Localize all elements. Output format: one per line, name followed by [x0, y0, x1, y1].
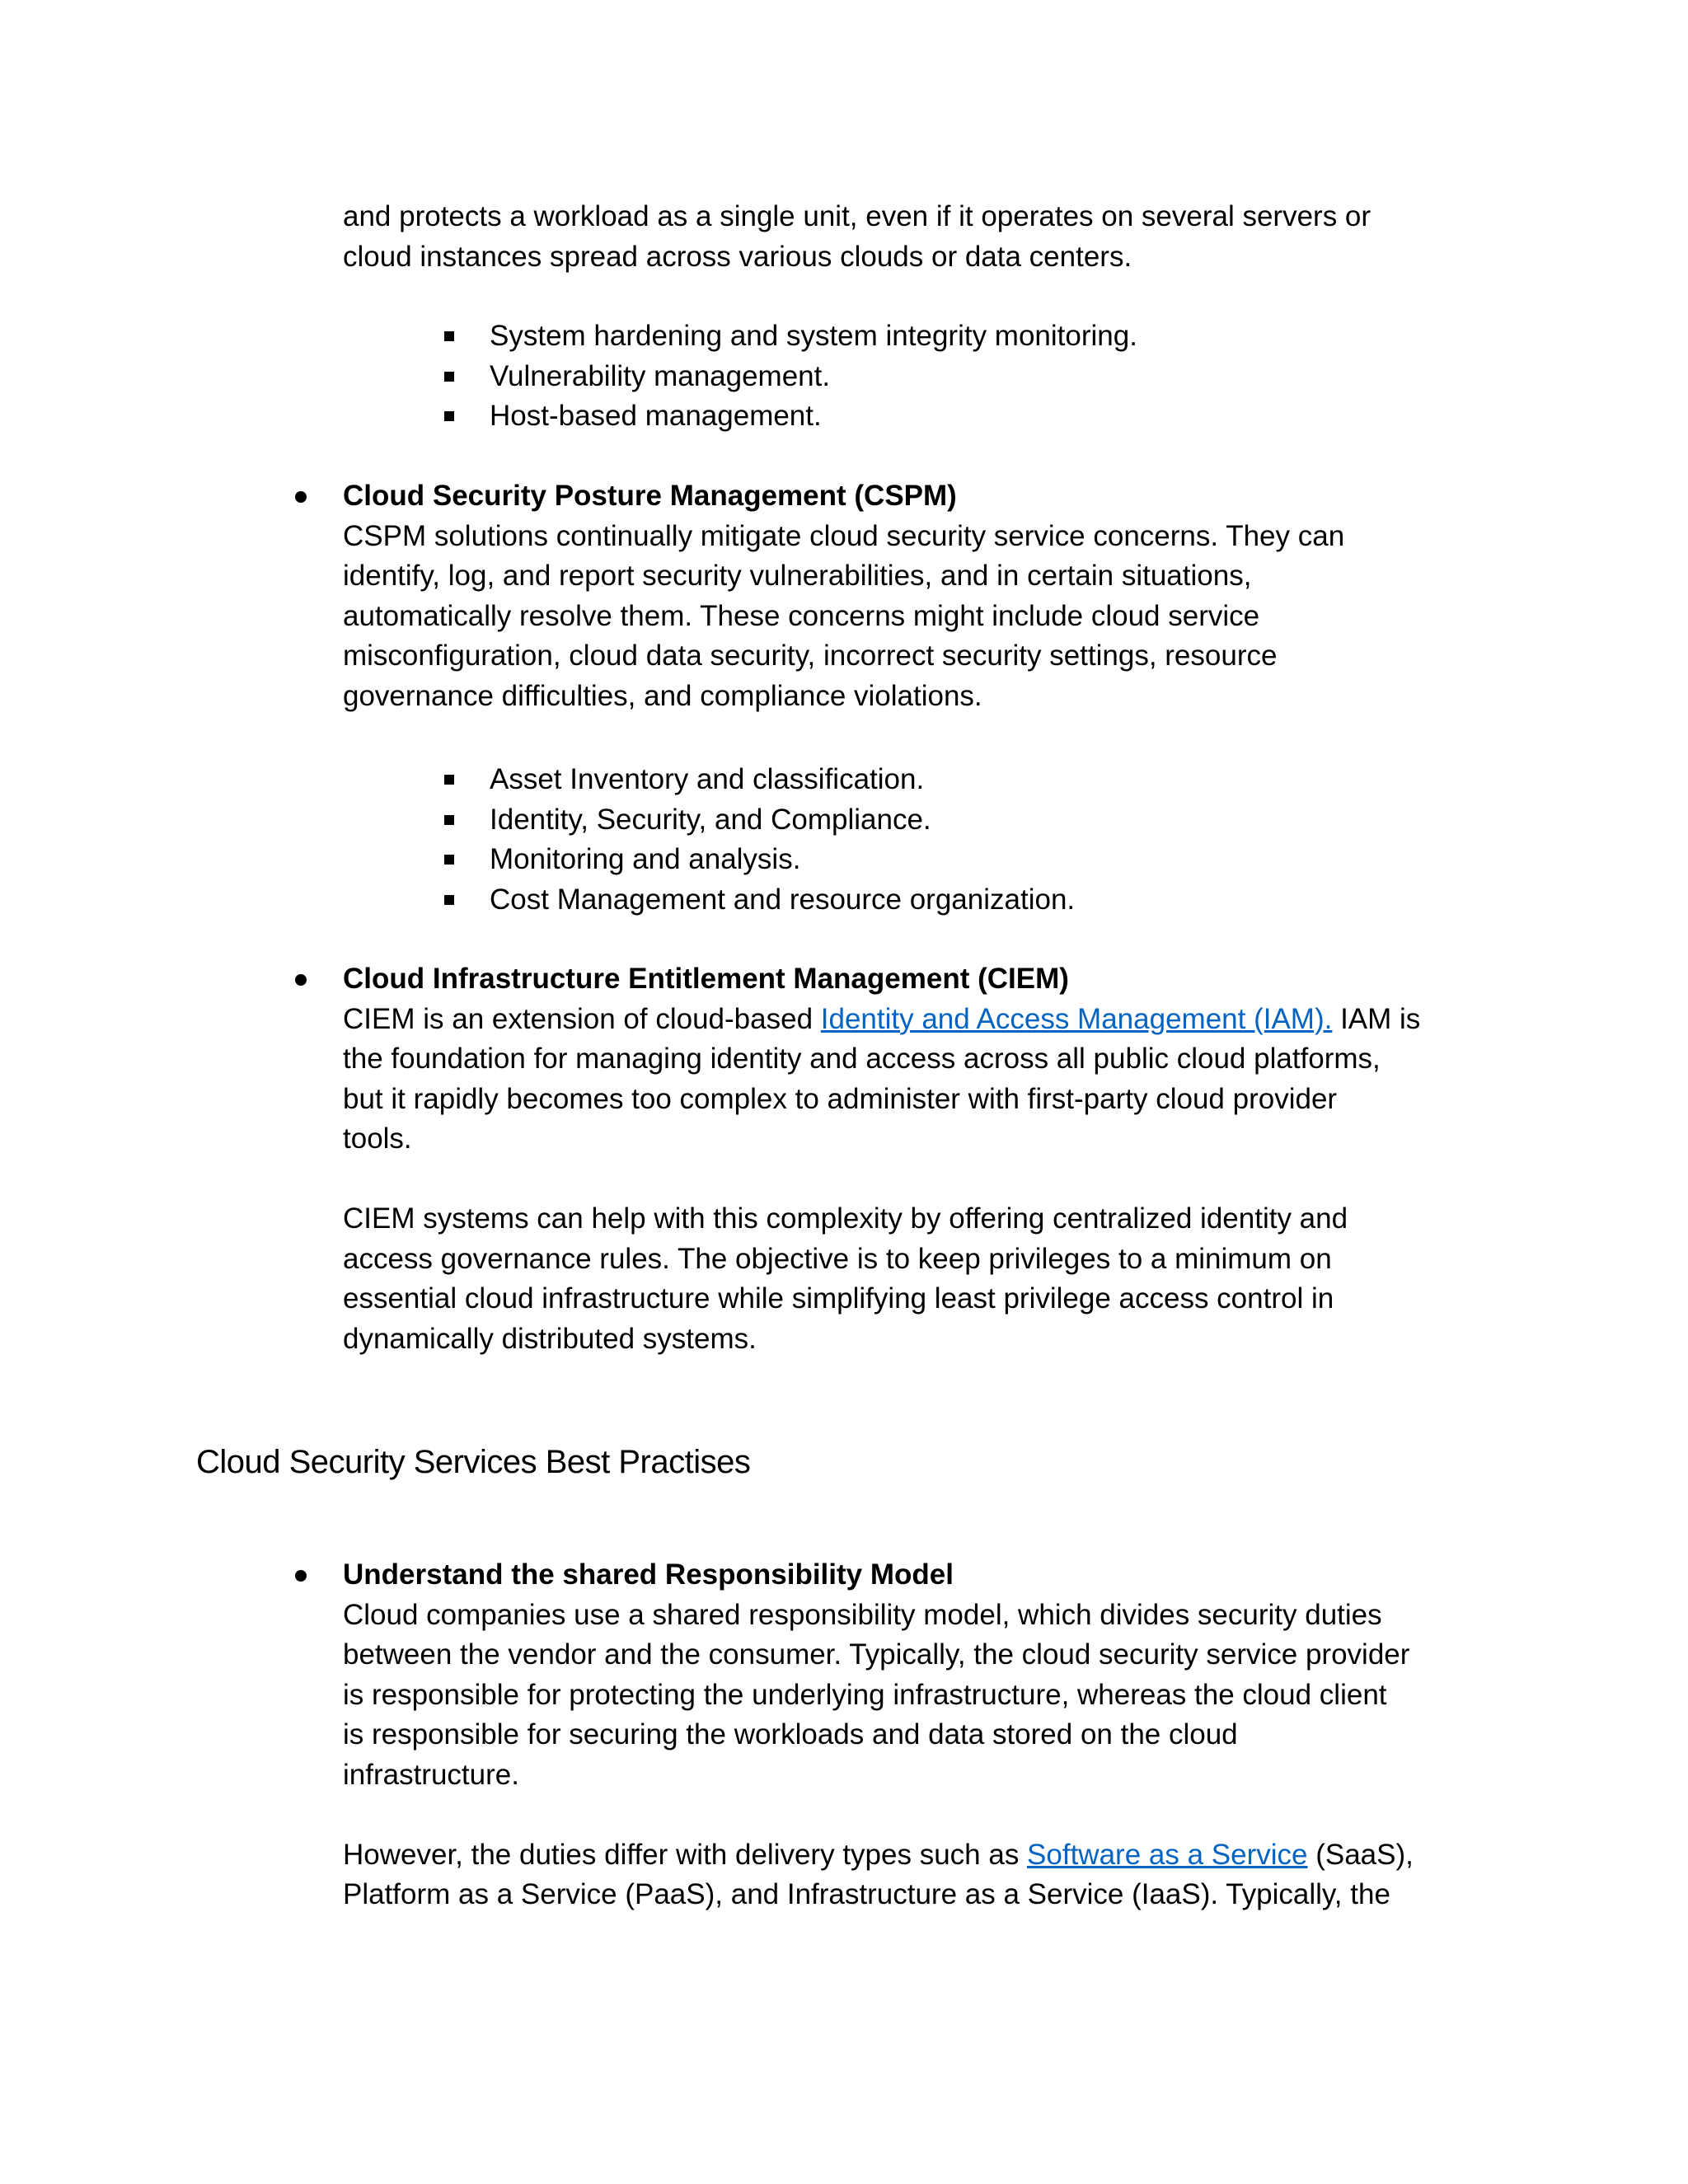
shared-model-line: However, the duties differ with delivery types such as Software as a Service (SaaS),	[343, 1838, 1414, 1871]
square-bullet-icon	[444, 855, 454, 865]
list-item: Host-based management.	[490, 396, 1137, 437]
square-bullet-icon	[444, 775, 454, 785]
ciem-line: tools.	[343, 1122, 412, 1155]
cspm-line: automatically resolve them. These concerns might include cloud service	[343, 599, 1260, 632]
square-bullet-icon	[444, 372, 454, 382]
bullet-icon	[295, 974, 307, 986]
shared-model-line: is responsible for securing the workloads and data stored on the cloud	[343, 1718, 1238, 1750]
cspm-feature-list	[490, 760, 1075, 920]
intro-line: and protects a workload as a single unit, even if it operates on several servers or	[343, 200, 1372, 232]
ciem-line: CIEM is an extension of cloud-based Identity and Access Management (IAM). IAM is	[343, 1002, 1421, 1035]
ciem-line: dynamically distributed systems.	[343, 1322, 757, 1355]
saas-link[interactable]: Software as a Service	[1027, 1838, 1308, 1871]
intro-paragraph	[343, 197, 1497, 277]
shared-model-heading: Understand the shared Responsibility Model	[343, 1558, 954, 1591]
paragraph-spacer	[343, 1160, 1497, 1200]
list-item: Vulnerability management.	[490, 357, 1137, 397]
ciem-section	[343, 959, 1497, 1359]
square-bullet-icon	[444, 815, 454, 825]
intro-line: cloud instances spread across various clouds or data centers.	[343, 240, 1132, 273]
shared-model-line: is responsible for protecting the underlying infrastructure, whereas the cloud client	[343, 1678, 1387, 1711]
cspm-line: identify, log, and report security vulnerabilities, and in certain situations,	[343, 560, 1252, 592]
cspm-line: governance difficulties, and compliance violations.	[343, 679, 982, 712]
ciem-line: essential cloud infrastructure while simplifying least privilege access control in	[343, 1282, 1334, 1315]
bullet-icon	[295, 1570, 307, 1582]
shared-model-line: Cloud companies use a shared responsibility model, which divides security duties	[343, 1598, 1382, 1631]
cspm-line: CSPM solutions continually mitigate cloud security service concerns. They can	[343, 519, 1345, 552]
list-item: Cost Management and resource organization.	[490, 880, 1075, 921]
square-bullet-icon	[444, 331, 454, 341]
ciem-heading: Cloud Infrastructure Entitlement Management (CIEM)	[343, 963, 1069, 995]
shared-model-line: between the vendor and the consumer. Typically, the cloud security service provider	[343, 1638, 1410, 1671]
section-heading: Cloud Security Services Best Practises	[196, 1444, 751, 1480]
paragraph-spacer	[343, 1795, 1497, 1835]
ciem-line: access governance rules. The objective is to keep privileges to a minimum on	[343, 1242, 1332, 1275]
cspm-section	[343, 476, 1497, 716]
cspm-line: misconfiguration, cloud data security, incorrect security settings, resource	[343, 640, 1278, 672]
square-bullet-icon	[444, 895, 454, 905]
shared-model-line: Platform as a Service (PaaS), and Infrastructure as a Service (IaaS). Typically, the	[343, 1878, 1390, 1910]
cwpp-feature-list	[490, 316, 1137, 437]
iam-link[interactable]: Identity and Access Management (IAM).	[820, 1002, 1333, 1035]
list-item: Identity, Security, and Compliance.	[490, 800, 1075, 841]
cspm-heading: Cloud Security Posture Management (CSPM)	[343, 480, 957, 512]
ciem-line: but it rapidly becomes too complex to administer with first-party cloud provider	[343, 1082, 1338, 1115]
list-item: Asset Inventory and classification.	[490, 760, 1075, 800]
square-bullet-icon	[444, 411, 454, 421]
list-item: Monitoring and analysis.	[490, 840, 1075, 880]
bullet-icon	[295, 491, 307, 503]
shared-model-section	[343, 1555, 1497, 1915]
list-item: System hardening and system integrity monitoring.	[490, 316, 1137, 357]
ciem-line: CIEM systems can help with this complexity by offering centralized identity and	[343, 1202, 1348, 1235]
shared-model-line: infrastructure.	[343, 1758, 519, 1791]
ciem-line: the foundation for managing identity and access across all public cloud platforms,	[343, 1043, 1381, 1075]
